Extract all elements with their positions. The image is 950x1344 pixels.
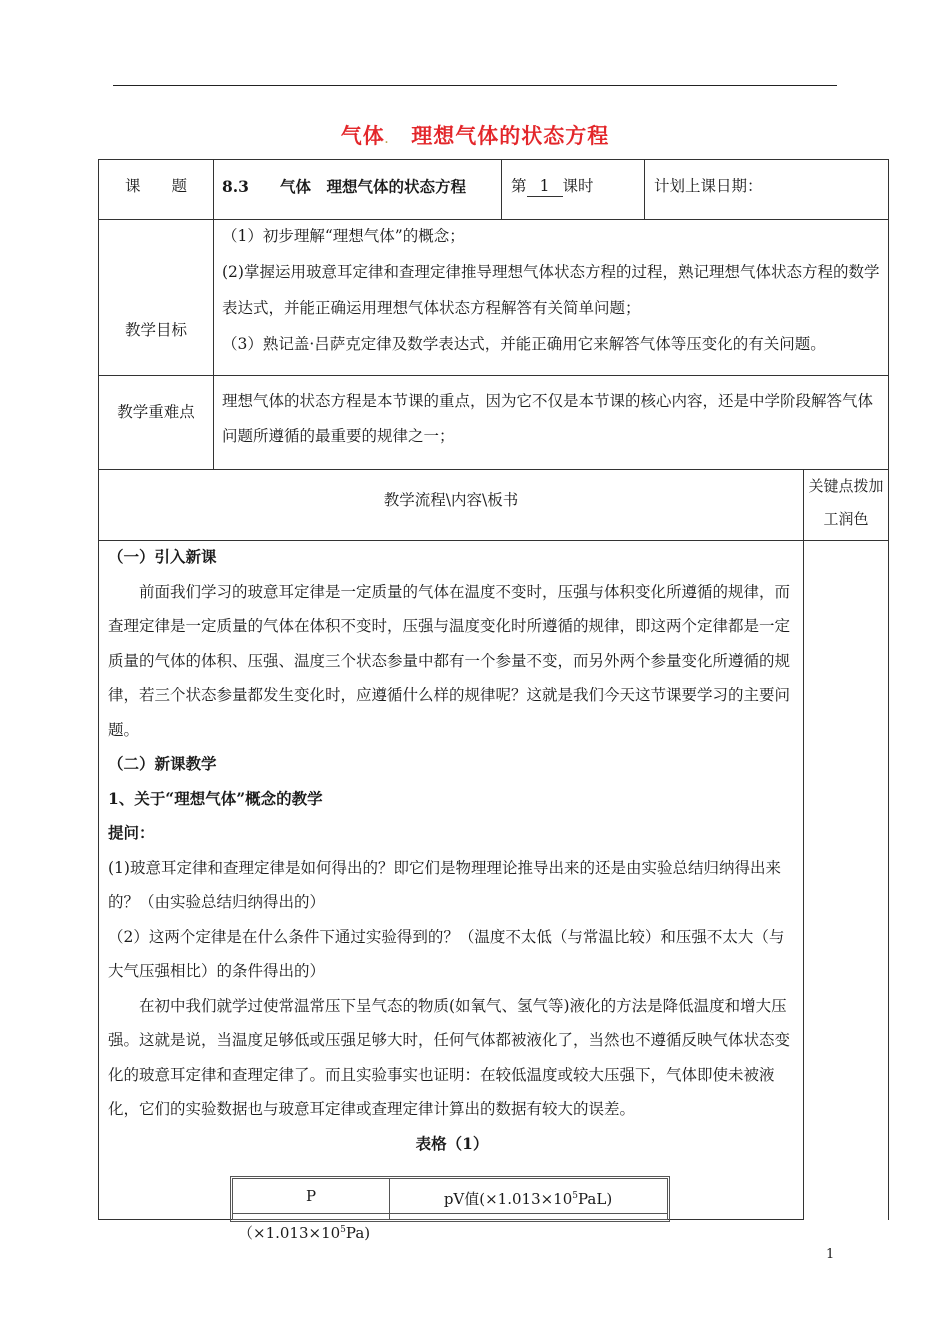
table-col2-header: pV值$(\times 1.013\times 10^5PaL)$ bbox=[443, 1190, 613, 1208]
flow-header-main: 教学流程\内容\板书 bbox=[383, 491, 519, 509]
flow-header-side: 关键点拨加工润色 bbox=[808, 477, 884, 528]
page-title bbox=[0, 120, 950, 150]
objectives-label: 教学目标 bbox=[124, 321, 187, 339]
table-col-divider-3 bbox=[644, 159, 645, 220]
title-dot: . bbox=[384, 135, 390, 146]
section2-title: （二）新课教学 bbox=[108, 754, 217, 773]
header-rule bbox=[113, 85, 837, 86]
table-col-divider-2 bbox=[501, 159, 502, 220]
period-prefix: 第 bbox=[511, 177, 527, 195]
table-border-right bbox=[888, 159, 889, 1220]
table-border-top bbox=[98, 159, 889, 160]
period-suffix: 课时 bbox=[562, 177, 594, 195]
main-content bbox=[108, 540, 796, 1161]
course-period bbox=[511, 170, 643, 203]
table-col-divider-side bbox=[803, 469, 804, 1220]
objective-item: （1）初步理解“理想气体”的概念； bbox=[222, 227, 465, 245]
course-label: 课 题 bbox=[124, 177, 187, 195]
question-2: （2）这两个定律是在什么条件下通过实验得到的？（温度不太低（与常温比较）和压强不太大（与大气压强相比）的条件得出的） bbox=[108, 927, 785, 980]
table-col1-unit: $(\times 1.013\times 10^5Pa)$ bbox=[238, 1224, 371, 1242]
title-part2: 理想气体的状态方程 bbox=[411, 123, 610, 148]
section1-paragraph: 前面我们学习的玻意耳定律是一定质量的气体在温度不变时，压强与体积变化所遵循的规律，而查理定律是一定质量的气体在体积不变时，压强与温度变化时所遵循的规律，即这两个定律都是一定质量的气体的体积、压强、温度三个状态参量中都有一个参量不变，而另外两个参量变化所遵循的规律，若三个状态参量都发生变化时，应遵循什么样的规律呢？这就是我们今天这节课要学习的主要问题。 bbox=[108, 582, 791, 739]
date-label: 计划上课日期： bbox=[654, 177, 763, 195]
keypoints-text: 理想气体的状态方程是本节课的重点，因为它不仅是本节课的核心内容，还是中学阶段解答气体问题所遵循的最重要的规律之一； bbox=[222, 392, 874, 445]
objectives-list bbox=[222, 218, 884, 362]
page-number: 1 bbox=[826, 1247, 835, 1262]
ask-label: 提问： bbox=[108, 823, 155, 842]
objective-item: (2)掌握运用玻意耳定律和查理定律推导理想气体状态方程的过程，熟记理想气体状态方程的数学表达式，并能正确运用理想气体状态方程解答有关简单问题； bbox=[222, 263, 880, 317]
title-part1: 气体 bbox=[340, 123, 385, 148]
table-caption: 表格（1） bbox=[415, 1133, 489, 1153]
course-lesson: 8.3 气体 理想气体的状态方程 bbox=[222, 177, 466, 196]
paragraph-2: 在初中我们就学过使常温常压下呈气态的物质(如氧气、氢气等)液化的方法是降低温度和增大压强。这就是说，当温度足够低或压强足够大时，任何气体都被液化了，当然也不遵循反映气体状态变化的玻意耳定律和查理定律了。而且实验事实也证明：在较低温度或较大压强下，气体即使未被液化，它们的实验数据也与玻意耳定律或查理定律计算出的数据有较大的误差。 bbox=[108, 996, 791, 1118]
table-line-2 bbox=[98, 375, 889, 376]
subsection1-title: 1、关于“理想气体”概念的教学 bbox=[108, 788, 323, 808]
objective-item: （3）熟记盖·吕萨克定律及数学表达式，并能正确用它来解答气体等压变化的有关问题。 bbox=[222, 335, 826, 353]
period-number: 1 bbox=[527, 176, 563, 197]
keypoints-label: 教学重难点 bbox=[117, 403, 195, 421]
table-col1-header: P bbox=[233, 1179, 390, 1219]
table-border-left bbox=[98, 159, 99, 1220]
section1-title: （一）引入新课 bbox=[108, 547, 217, 566]
question-1: (1)玻意耳定律和查理定律是如何得出的？即它们是物理理论推导出来的还是由实验总结归纳得出来的？（由实验总结归纳得出的） bbox=[108, 858, 781, 911]
table-line-3 bbox=[98, 469, 889, 470]
table-col-divider-1 bbox=[213, 159, 214, 470]
